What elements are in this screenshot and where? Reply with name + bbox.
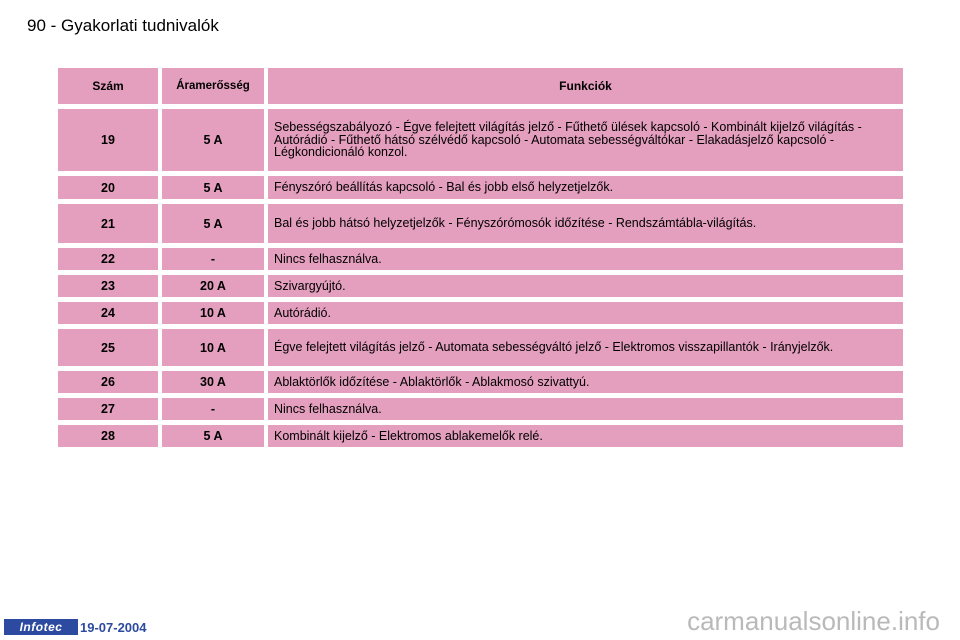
- fuse-functions: Ablaktörlők időzítése - Ablaktörlők - Ablakmosó szivattyú.: [268, 371, 903, 393]
- fuse-number: 19: [58, 109, 158, 171]
- fuse-number: 27: [58, 398, 158, 420]
- table-row: [58, 302, 903, 324]
- column-header-amperage: Áramerősség: [162, 68, 264, 104]
- infotec-logo: Infotec: [4, 619, 78, 635]
- table-row: [58, 275, 903, 297]
- table-header-row: [58, 68, 903, 104]
- fuse-table: [58, 68, 903, 452]
- fuse-functions: Nincs felhasználva.: [268, 398, 903, 420]
- fuse-number: 28: [58, 425, 158, 447]
- fuse-amperage: 5 A: [162, 425, 264, 447]
- table-row: [58, 371, 903, 393]
- table-row: [58, 248, 903, 270]
- page-title: 90 - Gyakorlati tudnivalók: [27, 16, 219, 35]
- fuse-functions: Sebességszabályozó - Égve felejtett világítás jelző - Fűthető ülések kapcsoló - Kombinált kijelző világítás - Autórádió - Fűthető hátsó szélvédő kapcsoló - Automata sebességváltókar - Elakadásjelző kapcsoló - Légkondicionáló konzol.: [268, 109, 903, 171]
- footer-date: 19-07-2004: [80, 620, 147, 635]
- fuse-number: 20: [58, 176, 158, 199]
- table-row: [58, 398, 903, 420]
- fuse-amperage: 10 A: [162, 302, 264, 324]
- fuse-number: 26: [58, 371, 158, 393]
- fuse-amperage: 30 A: [162, 371, 264, 393]
- table-row: [58, 176, 903, 199]
- fuse-number: 23: [58, 275, 158, 297]
- column-header-number: Szám: [58, 68, 158, 104]
- fuse-functions: Szivargyújtó.: [268, 275, 903, 297]
- fuse-amperage: -: [162, 248, 264, 270]
- table-row: [58, 109, 903, 171]
- table-row: [58, 329, 903, 366]
- fuse-amperage: 20 A: [162, 275, 264, 297]
- fuse-number: 24: [58, 302, 158, 324]
- fuse-number: 22: [58, 248, 158, 270]
- fuse-amperage: -: [162, 398, 264, 420]
- fuse-functions: Kombinált kijelző - Elektromos ablakemelők relé.: [268, 425, 903, 447]
- fuse-functions: Bal és jobb hátsó helyzetjelzők - Fényszórómosók időzítése - Rendszámtábla-világítás.: [268, 204, 903, 243]
- table-row: [58, 204, 903, 243]
- fuse-amperage: 5 A: [162, 109, 264, 171]
- fuse-functions: Égve felejtett világítás jelző - Automata sebességváltó jelző - Elektromos visszapillantók - Irányjelzők.: [268, 329, 903, 366]
- fuse-amperage: 5 A: [162, 204, 264, 243]
- fuse-amperage: 10 A: [162, 329, 264, 366]
- fuse-number: 25: [58, 329, 158, 366]
- watermark: carmanualsonline.info: [687, 606, 940, 636]
- column-header-functions: Funkciók: [268, 68, 903, 104]
- fuse-functions: Nincs felhasználva.: [268, 248, 903, 270]
- fuse-amperage: 5 A: [162, 176, 264, 199]
- fuse-functions: Autórádió.: [268, 302, 903, 324]
- fuse-functions: Fényszóró beállítás kapcsoló - Bal és jobb első helyzetjelzők.: [268, 176, 903, 199]
- table-row: [58, 425, 903, 447]
- fuse-number: 21: [58, 204, 158, 243]
